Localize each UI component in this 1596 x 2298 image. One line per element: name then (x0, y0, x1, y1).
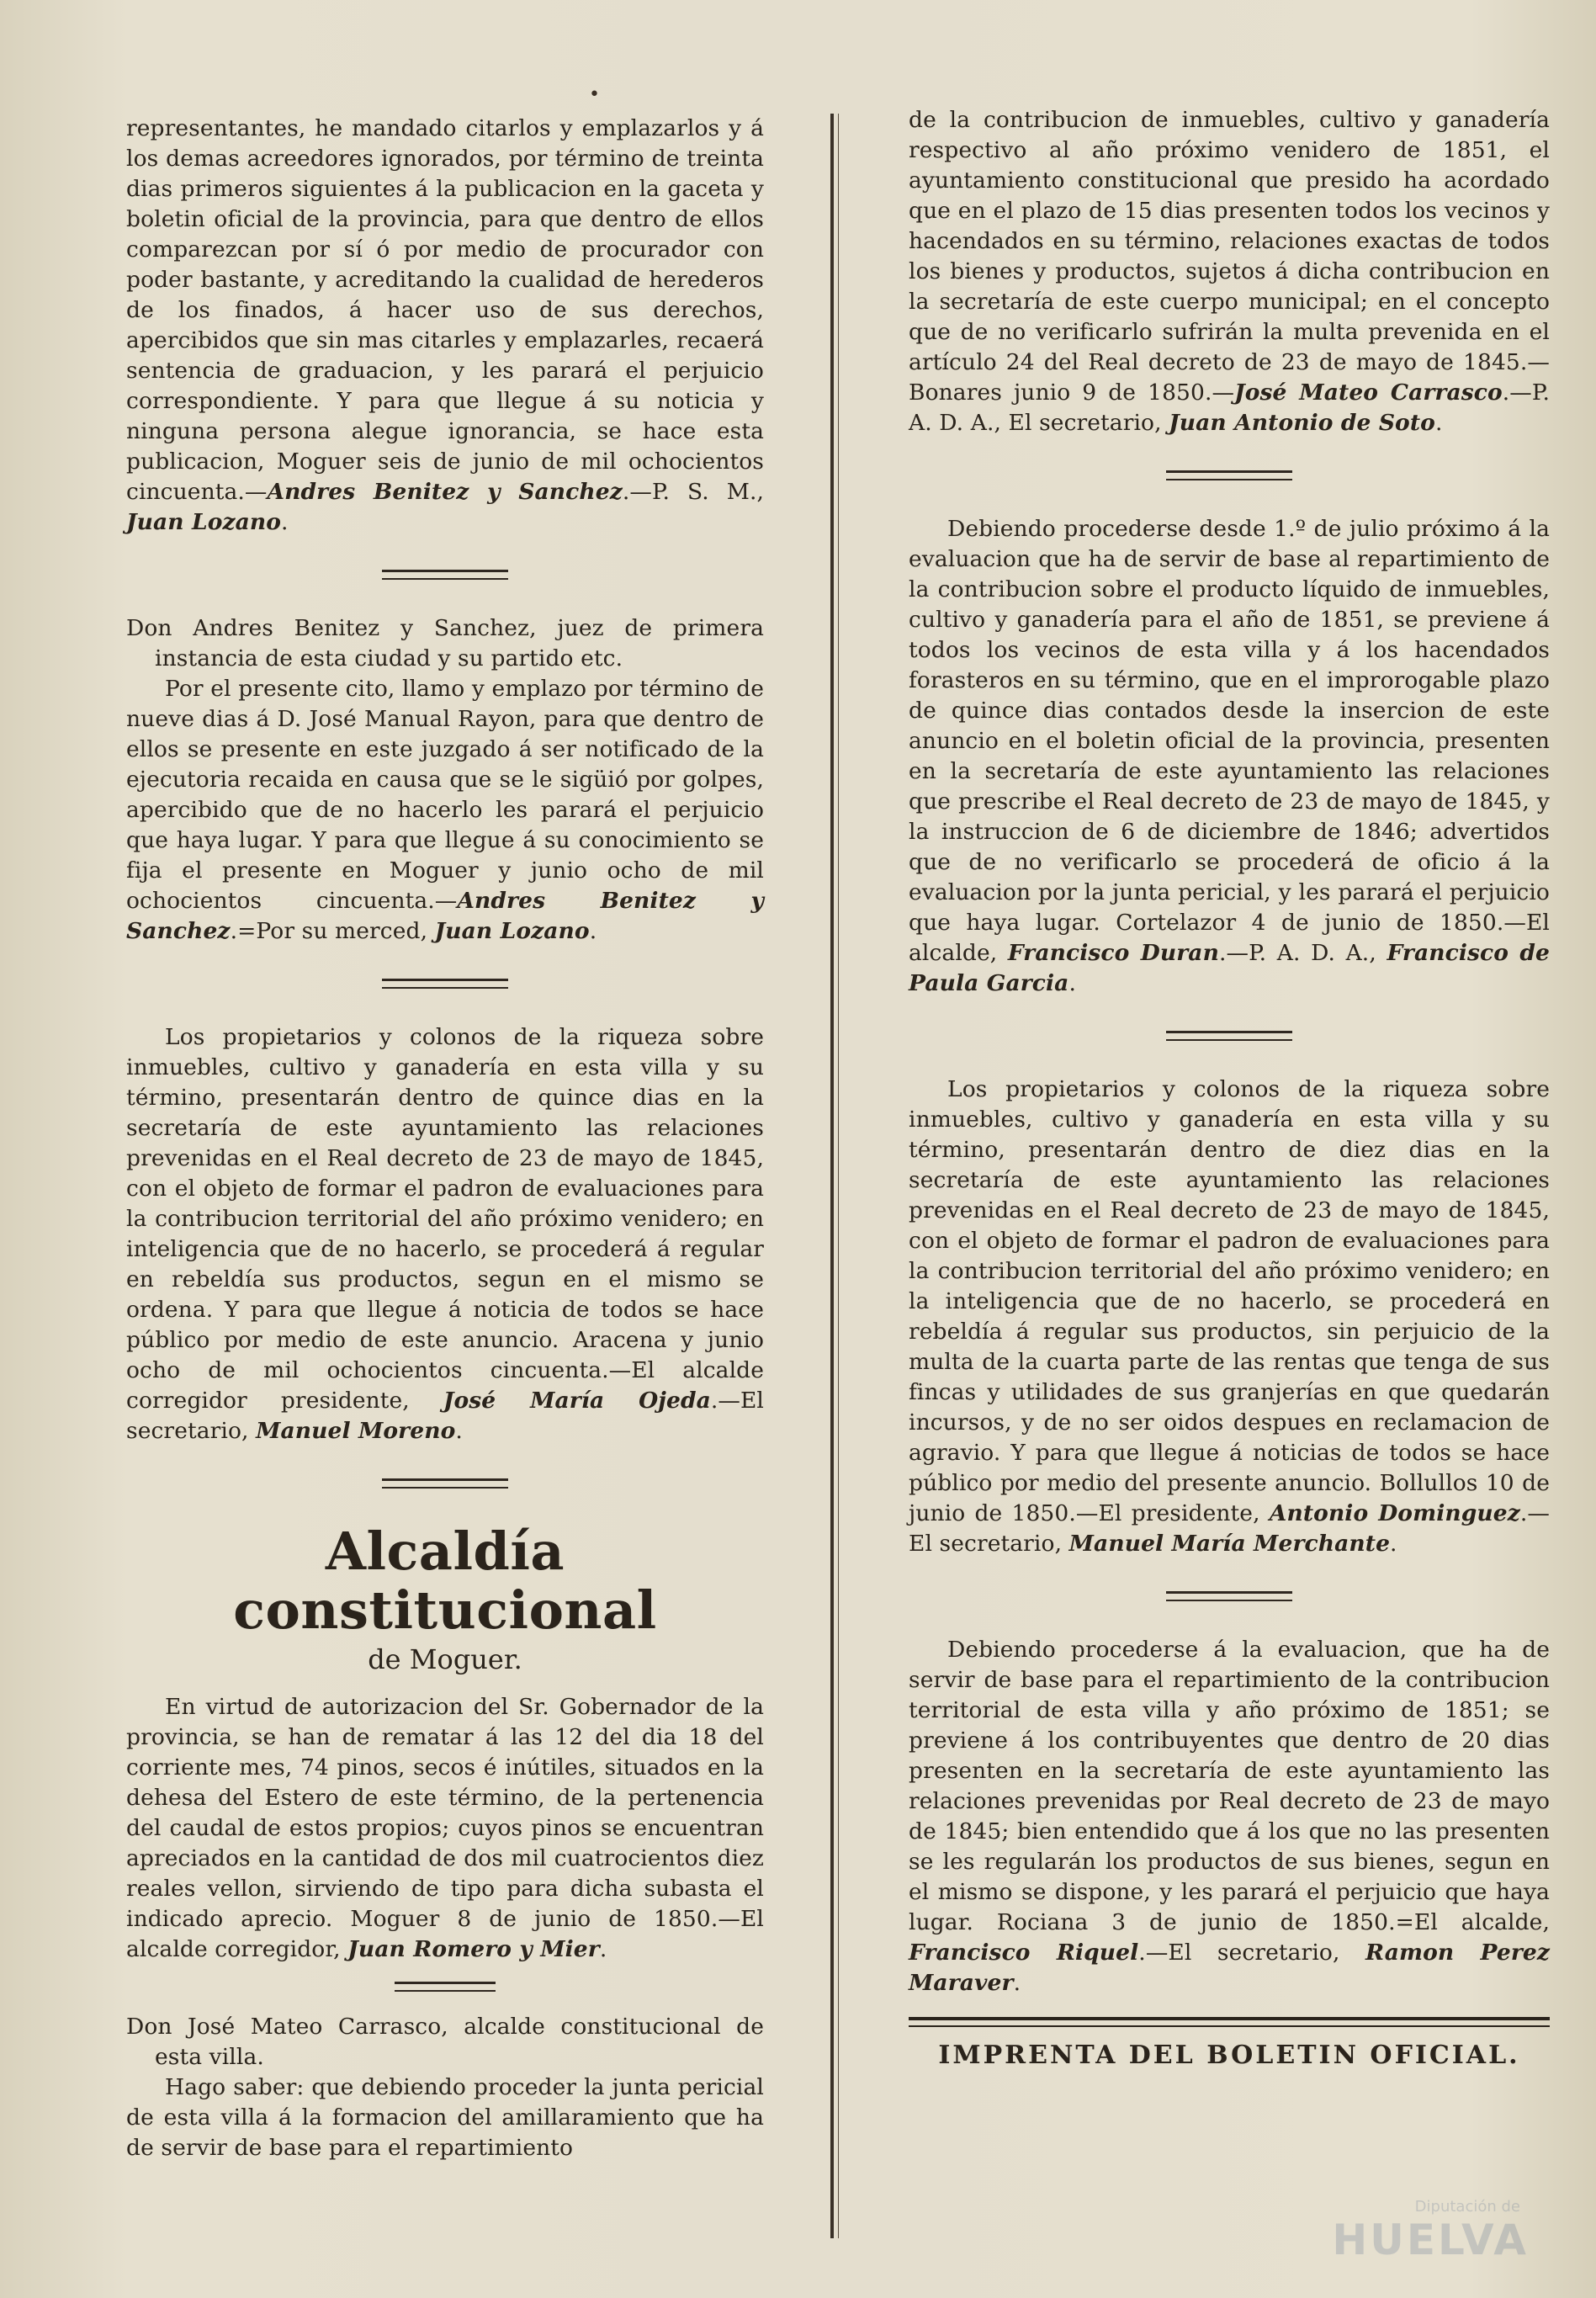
notice-aracena: Los propietarios y colonos de la riqueza sobre inmuebles, cultivo y ganadería en esta villa y su término, presentarán dentro de quince dias en la secretaría de este ayuntamiento las relaciones prevenidas en el Real decreto de 23 de mayo de 1845, con el objeto de formar el padron de evaluaciones para la contribucion territorial del año próximo venidero; en inteligencia que de no hacerlo, se procederá á regular en rebeldía sus productos, segun en el mismo se ordena. Y para que llegue á noticia de todos se hace público por medio de este anuncio. Aracena y junio ocho de mil ochocientos cincuenta.—El alcalde corregidor presidente, José María Ojeda.—El secretario, Manuel Moreno. (126, 1024, 765, 1444)
archive-watermark (1226, 2147, 1529, 2264)
imprenta-rule (909, 2017, 1550, 2027)
section-title: Alcaldía constitucional (233, 1521, 657, 1641)
divider (382, 1478, 508, 1489)
notice-amillaramiento (126, 2072, 764, 2163)
notice-pine-auction: En virtud de autorizacion del Sr. Gobernador de la provincia, se han de rematar á las 12 del dia 18 del corriente mes, 74 pinos, secos é inútiles, situados en la dehesa del Estero de este término, de la pertenencia del caudal de estos propios; cuyos pinos se encuentran apreciados en la cantidad de dos mil cuatrocientos diez reales vellon, sirviendo de tipo para dicha subasta el indicado aprecio. Moguer 8 de junio de 1850.—El alcalde corregidor, Juan Romero y Mier. (126, 1694, 764, 1962)
signature: Ramon Perez Maraver (909, 1940, 1550, 1996)
signature: Juan Antonio de Soto (1169, 410, 1435, 436)
notice-text: representantes, he mandado citarlos y emplazarlos y á los demas acreedores ignorados, por término de treinta dias primeros siguientes á la publicacion en la gaceta y boletin oficial de la provincia, para que dentro de ellos comparezcan por sí ó por medio de procurador con poder bastante, y acreditando la cualidad de herederos de los finados, á hacer uso de sus derechos, apercibidos que sin mas citarles y emplazarles, recaerá sentencia de graduacion, y les parará el perjuicio correspondiente. Y para que llegue á su noticia y ninguna persona alegue ignorancia, se hace esta publicacion, Moguer seis de junio de mil ochocientos cincuenta.— (126, 115, 764, 505)
signature: José Mateo Carrasco (1234, 379, 1503, 406)
notice-heading: Don José Mateo Carrasco, alcalde constitucional de esta villa. (126, 2014, 764, 2070)
notice-bonares: de la contribucion de inmuebles, cultivo y ganadería respectivo al año próximo venidero de 1851, el ayuntamiento constitucional que presido ha acordado que en el plazo de 15 dias presenten todos los vecinos y hacendados en su término, relaciones exactas de todos los bienes y productos, sujetos á dicha contribucion en la secretaría de este cuerpo municipal; en el concepto que de no verificarlo sufrirán la multa prevenida en el artículo 24 del Real decreto de 23 de mayo de 1845.—Bonares junio 9 de 1850.—José Mateo Carrasco.—P. A. D. A., El secretario, Juan Antonio de Soto. (909, 107, 1550, 436)
notice-summons: Por el presente cito, llamo y emplazo por término de nueve dias á D. José Manual Rayon, para que dentro de ellos se presente en este juzgado á ser notificado de la ejecutoria recaida en causa que se le sigüió por golpes, apercibido que de no hacerlo les parará el perjuicio que haya lugar. Y para que llegue á su conocimiento se fija el presente en Moguer y junio ocho de mil ochocientos cincuenta.—Andres Benitez y Sanchez.=Por su merced, Juan Lozano. (126, 676, 764, 944)
top-mark: • (589, 84, 600, 105)
signature: José María Ojeda (443, 1388, 711, 1414)
signature: Juan Romero y Mier (347, 1936, 600, 1962)
notice-text: .—P. S. M., (622, 479, 765, 505)
notice-text: Debiendo procederse á la evaluacion, que ha de servir de base para el repartimiento de la contribucion territorial de esta villa y año próximo de 1851; se previene á los contribuyentes que dentro de 20 dias presenten en la secretaría de este ayuntamiento las relaciones prevenidas por Real decreto de 23 de mayo de 1845; bien entendido que á los que no las presenten se les regularán los productos de sus bienes, segun en el mismo se dispone, y les parará el perjuicio que haya lugar. Rociana 3 de junio de 1850.=El alcalde, (909, 1637, 1550, 1935)
divider (382, 570, 508, 580)
notice-rociana: Debiendo procederse á la evaluacion, que ha de servir de base para el repartimiento de la contribucion territorial de esta villa y año próximo de 1851; se previene á los contribuyentes que dentro de 20 dias presenten en la secretaría de este ayuntamiento las relaciones prevenidas por Real decreto de 23 de mayo de 1845; bien entendido que á los que no las presenten se les regularán los productos de sus bienes, segun en el mismo se dispone, y les parará el perjuicio que haya lugar. Rociana 3 de junio de 1850.=El alcalde, Francisco Riquel.—El secretario, Ramon Perez Maraver. (909, 1637, 1550, 1996)
notice-cortelazor: Debiendo procederse desde 1.º de julio próximo á la evaluacion que ha de servir de base al repartimiento de la contribucion sobre el producto líquido de inmuebles, cultivo y ganadería para el año de 1851, se previene á todos los vecinos de esta villa y á los hacendados forasteros en su término, que en el improrogable plazo de quince dias contados desde la insercion de este anuncio en el boletin oficial de la provincia, presenten en la secretaría de este ayuntamiento las relaciones que prescribe el Real decreto de 23 de mayo de 1845, y la instruccion de 6 de diciembre de 1846; advertidos que de no verificarlo se procederá de oficio á la evaluacion por la junta pericial, y les parará el perjuicio que haya lugar. Cortelazor 4 de junio de 1850.—El alcalde, Francisco Duran.—P. A. D. A., Francisco de Paula Garcia. (909, 516, 1550, 996)
signature: Manuel María Merchante (1068, 1531, 1391, 1557)
right-column (909, 105, 1550, 2070)
watermark-small-text: Diputación de (1414, 2198, 1520, 2216)
signature: Antonio Dominguez (1269, 1500, 1520, 1526)
column-rule (830, 114, 834, 2238)
notice-citation-moguer: representantes, he mandado citarlos y emplazarlos y á los demas acreedores ignorados, por término de treinta dias primeros siguientes á la publicacion en la gaceta y boletin oficial de la provincia, para que dentro de ellos comparezcan por sí ó por medio de procurador con poder bastante, y acreditando la cualidad de herederos de los finados, á hacer uso de sus derechos, apercibidos que sin mas citarles y emplazarles, recaerá sentencia de graduacion, y les parará el perjuicio correspondiente. Y para que llegue á su noticia y ninguna persona alegue ignorancia, se hace esta publicacion, Moguer seis de junio de mil ochocientos cincuenta.—Andres Benitez y Sanchez.—P. S. M., Juan Lozano. (126, 115, 765, 535)
notice-text: Por el presente cito, llamo y emplazo por término de nueve dias á D. José Manual Rayon, para que dentro de ellos se presente en este juzgado á ser notificado de la ejecutoria recaida en causa que se le sigüió por golpes, apercibido que de no hacerlo les parará el perjuicio que haya lugar. Y para que llegue á su conocimiento se fija el presente en Moguer y junio ocho de mil ochocientos cincuenta.— (126, 676, 764, 914)
divider (1166, 1031, 1292, 1041)
notice-text: de la contribucion de inmuebles, cultivo y ganadería respectivo al año próximo venidero de 1851, el ayuntamiento constitucional que presido ha acordado que en el plazo de 15 dias presenten todos los vecinos y hacendados en su término, relaciones exactas de todos los bienes y productos, sujetos á dicha contribucion en la secretaría de este cuerpo municipal; en el concepto que de no verificarlo sufrirán la multa prevenida en el artículo 24 del Real decreto de 23 de mayo de 1845.—Bonares junio 9 de 1850.— (909, 107, 1550, 406)
divider (1166, 470, 1292, 480)
left-column (126, 114, 764, 2163)
column-rule-inner (838, 114, 839, 2238)
notice-text: Hago saber: que debiendo proceder la junta pericial de esta villa á la formacion del amillaramiento que ha de servir de base para el repartimiento (126, 2074, 764, 2161)
watermark-text: HUELVA (1332, 2216, 1529, 2264)
notice-heading: Don Andres Benitez y Sanchez, juez de primera instancia de esta ciudad y su partido etc. (126, 615, 764, 671)
signature: Juan Lozano (126, 509, 282, 535)
section-subtitle: de Moguer. (368, 1643, 522, 1675)
signature: Andres Benitez y Sanchez (267, 479, 623, 505)
signature: Francisco de Paula Garcia (909, 940, 1550, 996)
notice-bollullos: Los propietarios y colonos de la riqueza sobre inmuebles, cultivo y ganadería en esta villa y su término, presentarán dentro de diez dias en la secretaría de este ayuntamiento las relaciones prevenidas en el Real decreto de 23 de mayo de 1845, con el objeto de formar el padron de evaluaciones para la contribucion territorial del año próximo venidero; en la inteligencia que de no hacerlo, se procederá en rebeldía á regular sus productos, sin perjuicio de la multa de la cuarta parte de las rentas que tenga de sus fincas y utilidades de sus granjerías en que quedarán incursos, y de no ser oidos despues en reclamacion de agravio. Y para que llegue á noticias de todos se hace público por medio del presente anuncio. Bollullos 10 de junio de 1850.—El presidente, Antonio Dominguez.—El secretario, Manuel María Merchante. (909, 1076, 1550, 1557)
signature: Francisco Riquel (909, 1940, 1139, 1966)
notice-text: En virtud de autorizacion del Sr. Gobernador de la provincia, se han de rematar á las 12 del dia 18 del corriente mes, 74 pinos, secos é inútiles, situados en la dehesa del Estero de este término, de la pertenencia del caudal de estos propios; cuyos pinos se encuentran apreciados en la cantidad de dos mil cuatrocientos diez reales vellon, sirviendo de tipo para dicha subasta el indicado aprecio. Moguer 8 de junio de 1850.—El alcalde corregidor, (126, 1694, 764, 1962)
printer-imprint: IMPRENTA DEL BOLETIN OFICIAL. (938, 2041, 1520, 2070)
notice-text: Debiendo procederse desde 1.º de julio próximo á la evaluacion que ha de servir de base al repartimiento de la contribucion sobre el producto líquido de inmuebles, cultivo y ganadería para el año de 1851, se previene á todos los vecinos de esta villa y á los hacendados forasteros en su término, que en el improrogable plazo de quince dias contados desde la insercion de este anuncio en el boletin oficial de la provincia, presenten en la secretaría de este ayuntamiento las relaciones que prescribe el Real decreto de 23 de mayo de 1845, y la instruccion de 6 de diciembre de 1846; advertidos que de no verificarlo se procederá de oficio á la evaluacion por la junta pericial, y les parará el perjuicio que haya lugar. Cortelazor 4 de junio de 1850.—El alcalde, (909, 516, 1550, 966)
divider (382, 979, 508, 989)
signature: Manuel Moreno (256, 1418, 456, 1444)
signature: Juan Lozano (434, 918, 590, 944)
notice-text: Los propietarios y colonos de la riqueza sobre inmuebles, cultivo y ganadería en esta villa y su término, presentarán dentro de quince dias en la secretaría de este ayuntamiento las relaciones prevenidas en el Real decreto de 23 de mayo de 1845, con el objeto de formar el padron de evaluaciones para la contribucion territorial del año próximo venidero; en inteligencia que de no hacerlo, se procederá á regular en rebeldía sus productos, segun en el mismo se ordena. Y para que llegue á noticia de todos se hace público por medio de este anuncio. Aracena y junio ocho de mil ochocientos cincuenta.—El alcalde corregidor presidente, (126, 1024, 764, 1414)
notice-text: Los propietarios y colonos de la riqueza sobre inmuebles, cultivo y ganadería en esta villa y su término, presentarán dentro de diez dias en la secretaría de este ayuntamiento las relaciones prevenidas en el Real decreto de 23 de mayo de 1845, con el objeto de formar el padron de evaluaciones para la contribucion territorial del año próximo venidero; en la inteligencia que de no hacerlo, se procederá en rebeldía á regular sus productos, sin perjuicio de la multa de la cuarta parte de las rentas que tenga de sus fincas y utilidades de sus granjerías en que quedarán incursos, y de no ser oidos despues en reclamacion de agravio. Y para que llegue á noticias de todos se hace público por medio del presente anuncio. Bollullos 10 de junio de 1850.—El presidente, (909, 1076, 1550, 1526)
signature: Andres Benitez y Sanchez (126, 888, 764, 944)
divider (1166, 1591, 1292, 1601)
divider (395, 1982, 496, 1992)
signature: Francisco Duran (1007, 940, 1219, 966)
